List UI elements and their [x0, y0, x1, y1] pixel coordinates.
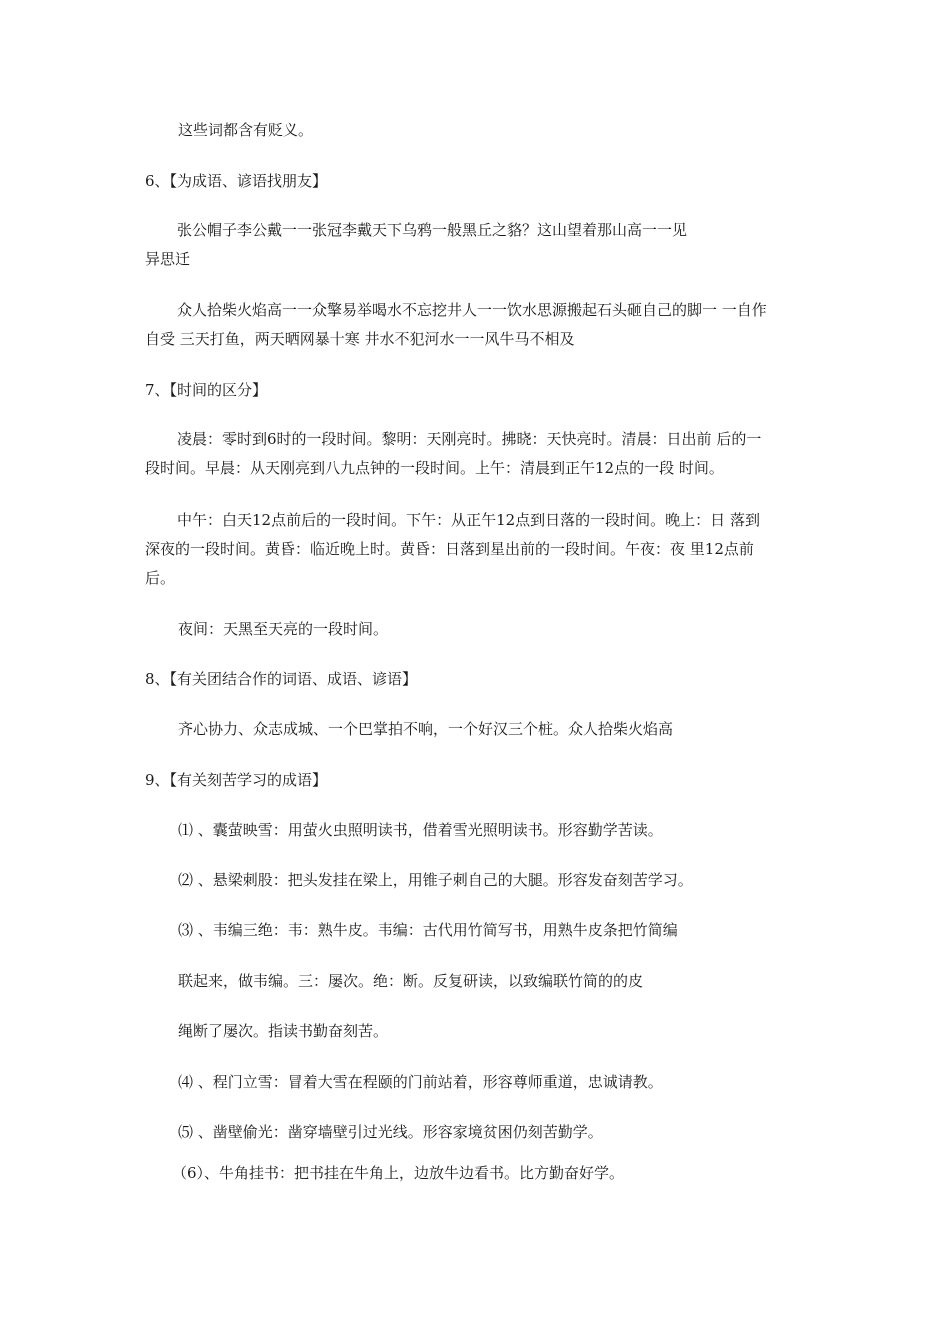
paragraph-line: 深夜的一段时间。黄昏：临近晚上时。黄昏：日落到星出前的一段时间。午夜：夜 里12点前 — [145, 540, 754, 558]
section-heading: 6、【为成语、谚语找朋友】 — [145, 172, 328, 190]
paragraph-line: 张公帽子李公戴一一张冠李戴天下乌鸦一般黑丘之貉？这山望着那山高一一见 — [177, 221, 688, 239]
list-item: ⑸ 、凿壁偷光：凿穿墙壁引过光线。形容家境贫困仍刻苦勤学。 — [178, 1123, 603, 1141]
list-item: ⑶ 、韦编三绝：韦：熟牛皮。韦编：古代用竹简写书，用熟牛皮条把竹简编 — [178, 921, 678, 939]
paragraph-line: 异思迁 — [145, 250, 191, 268]
paragraph — [145, 425, 817, 483]
list-item: ⑷ 、程门立雪：冒着大雪在程颐的门前站着，形容尊师重道，忠诚请教。 — [178, 1073, 663, 1091]
text-line: 夜间：天黑至天亮的一段时间。 — [178, 620, 389, 638]
text-line: 这些词都含有贬义。 — [178, 121, 314, 139]
paragraph — [145, 506, 817, 593]
list-item: ⑵ 、悬梁刺股：把头发挂在梁上，用锥子刺自己的大腿。形容发奋刻苦学习。 — [178, 871, 693, 889]
text-line: 联起来，做韦编。三：屡次。绝：断。反复研读，以致编联竹简的的皮 — [178, 972, 644, 990]
paragraph-line: 段时间。早晨：从天刚亮到八九点钟的一段时间。上午：清晨到正午12点的一段 时间。 — [145, 459, 724, 477]
text-line: 绳断了屡次。指读书勤奋刻苦。 — [178, 1022, 389, 1040]
paragraph-line: 凌晨：零时到6时的一段时间。黎明：天刚亮时。拂晓：天快亮时。清晨：日出前 后的一 — [177, 430, 762, 448]
section-heading: 9、【有关刻苦学习的成语】 — [145, 771, 328, 789]
list-item: ⑴ 、囊萤映雪：用萤火虫照明读书，借着雪光照明读书。形容勤学苦读。 — [178, 821, 663, 839]
section-heading: 7、【时间的区分】 — [145, 381, 268, 399]
text-line: 齐心协力、众志成城、一个巴掌拍不响，一个好汉三个桩。众人拾柴火焰高 — [178, 720, 674, 738]
section-heading: 8、【有关团结合作的词语、成语、谚语】 — [145, 670, 418, 688]
paragraph-line: 后。 — [145, 569, 176, 587]
paragraph-line: 众人拾柴火焰高一一众擎易举喝水不忘挖井人一一饮水思源搬起石头砸自己的脚一 一自作 — [177, 301, 767, 319]
paragraph — [145, 216, 817, 274]
paragraph — [145, 296, 817, 354]
paragraph-line: 中午：白天12点前后的一段时间。下午：从正午12点到日落的一段时间。晚上：日 落到 — [177, 511, 760, 529]
paragraph-line: 自受 三天打鱼，两天晒网暴十寒 井水不犯河水一一风牛马不相及 — [145, 330, 575, 348]
list-item: （6）、牛角挂书：把书挂在牛角上，边放牛边看书。比方勤奋好学。 — [172, 1164, 625, 1182]
